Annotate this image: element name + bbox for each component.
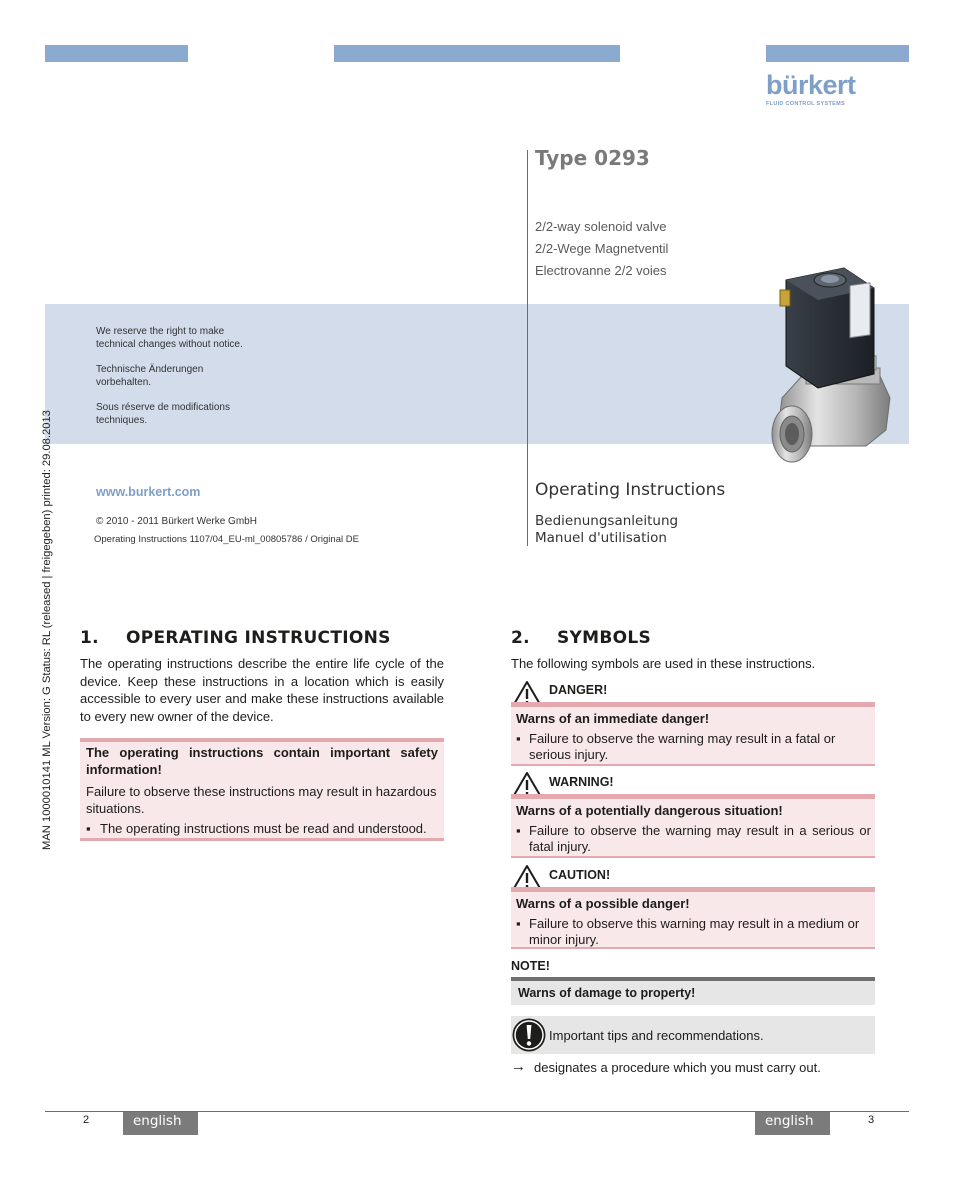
section-2-intro: The following symbols are used in these instructions. [511,656,816,671]
warning-bullet: Failure to observe the warning may result in a serious or fatal injury. [529,823,871,854]
safety-info-box-bottom-border [80,838,444,841]
header-bar-right [766,45,909,62]
section-1-heading [80,628,391,648]
safety-info-box-top-border [80,738,444,742]
tip-text: Important tips and recommendations. [549,1028,764,1043]
exclamation-icon [511,1017,547,1053]
product-description-de: 2/2-Wege Magnetventil [535,241,669,256]
section-2-title: SYMBOLS [557,628,652,648]
product-description-en: 2/2-way solenoid valve [535,219,667,234]
document-status-text: MAN 1000010141 ML Version: G Status: RL (released | freigegeben) printed: 29.08.2013 [41,410,53,850]
header-bar-left [45,45,188,62]
reserve-note-de-line1: Technische Änderungen [96,364,204,375]
caution-bullet-marker: ▪ [516,916,521,931]
website-link[interactable]: www.burkert.com [96,485,201,499]
reserve-note-fr-line2: techniques. [96,415,148,426]
section-2-heading [511,628,651,648]
vertical-divider-band [527,304,528,444]
operating-subtitle-de: Bedienungsanleitung [535,513,679,529]
arrow-right-icon: → [511,1058,526,1075]
reserve-note-fr-line1: Sous réserve de modifications [96,402,230,413]
danger-bullet-marker: ▪ [516,731,521,746]
section-1-number: 1. [80,628,99,648]
danger-label: DANGER! [549,683,608,697]
section-1-body: The operating instructions describe the entire life cycle of the device. Keep these instructions in a location which is easily accessible to every user and make these instructions available to every new owner of the device. [80,656,444,724]
reserve-note-de-line2: vorbehalten. [96,377,152,388]
brand-logo: bürkert [766,70,856,100]
section-1-title: OPERATING INSTRUCTIONS [126,628,391,648]
warning-bullet-marker: ▪ [516,823,521,838]
safety-info-bullet-marker: ▪ [86,821,91,836]
warning-label: WARNING! [549,775,614,789]
brand-tagline: FLUID CONTROL SYSTEMS [766,101,845,107]
reserve-note-fr [96,401,230,427]
safety-info-text: Failure to observe these instructions may result in hazardous situations. [86,784,437,816]
operating-instructions-title: Operating Instructions [535,480,726,500]
copyright-text: © 2010 - 2011 Bürkert Werke GmbH [96,516,257,527]
product-type-title: Type 0293 [535,146,650,170]
note-text: Warns of damage to property! [518,986,696,1000]
caution-heading: Warns of a possible danger! [516,896,690,911]
caution-bullet: Failure to observe this warning may result in a medium or minor injury. [529,916,860,947]
page-number-right: 3 [868,1114,875,1126]
reserve-note-de [96,363,203,389]
product-description-fr: Electrovanne 2/2 voies [535,263,667,278]
danger-heading: Warns of an immediate danger! [516,711,710,726]
section-2-number: 2. [511,628,530,648]
header-bar-center [334,45,620,62]
safety-info-bullet: The operating instructions must be read and understood. [100,821,427,836]
language-tab-left: english [123,1112,198,1135]
warning-heading: Warns of a potentially dangerous situation! [516,803,783,818]
reserve-note-en-line2: technical changes without notice. [96,339,243,350]
caution-label: CAUTION! [549,868,611,882]
reserve-note-en-line1: We reserve the right to make [96,326,225,337]
reserve-note-en [96,325,243,351]
operating-subtitle-fr: Manuel d'utilisation [535,530,667,546]
solenoid-valve-image [762,258,902,468]
procedure-text: designates a procedure which you must carry out. [534,1060,821,1075]
danger-bullet: Failure to observe the warning may result in a fatal or serious injury. [529,731,836,762]
safety-info-heading: The operating instructions contain important safety information! [86,745,438,777]
note-label: NOTE! [511,959,550,973]
page-number-left: 2 [83,1114,90,1126]
language-tab-right: english [755,1112,830,1135]
document-id: Operating Instructions 1107/04_EU-ml_00805786 / Original DE [94,534,359,545]
